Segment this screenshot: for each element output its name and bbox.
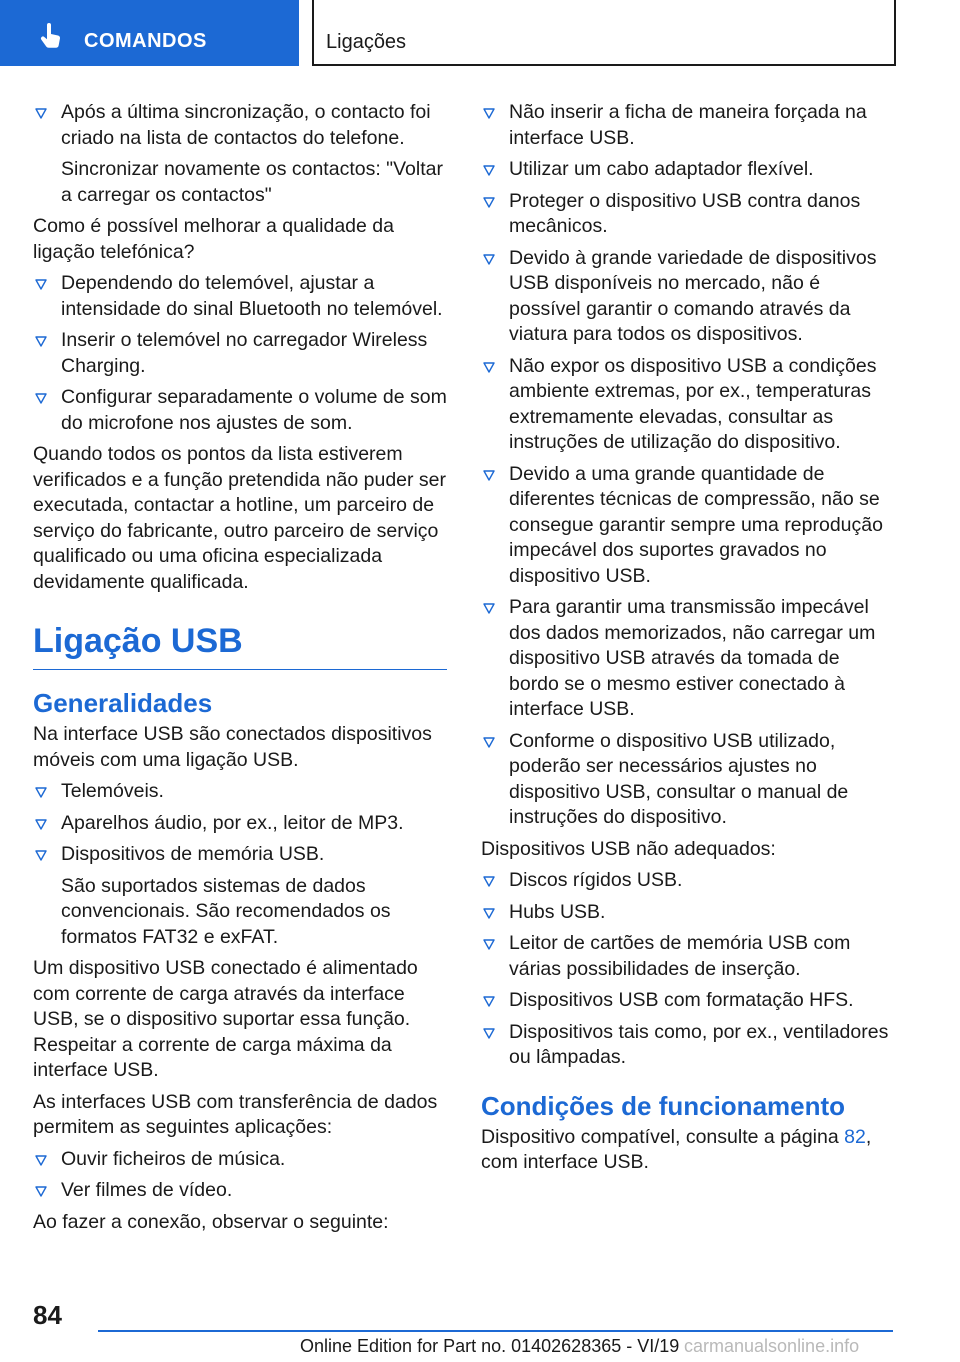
paragraph: Na interface USB são conectados dispositivos móveis com uma ligação USB. — [33, 723, 432, 771]
list-item: Inserir o telemóvel no carregador Wireless Charging. — [33, 328, 447, 379]
section-heading: Ligação USB — [33, 621, 447, 670]
triangle-bullet-icon — [483, 362, 495, 373]
right-column — [481, 100, 893, 1182]
list-item: Hubs USB. — [481, 900, 893, 926]
list-item: Leitor de cartões de memória USB com várias possibilidades de inserção. — [481, 931, 893, 982]
triangle-bullet-icon — [483, 108, 495, 119]
paragraph: Um dispositivo USB conectado é alimentado com corrente de carga através da interface USB, se o dispositivo suportar essa função. Respeitar a corrente de carga máxima da interface USB. — [33, 957, 418, 1081]
triangle-bullet-icon — [483, 165, 495, 176]
chapter-tab[interactable] — [0, 0, 299, 66]
triangle-bullet-icon — [35, 1186, 47, 1197]
paragraph: Como é possível melhorar a qualidade da ligação telefónica? — [33, 215, 394, 263]
paragraph: As interfaces USB com transferência de dados permitem as seguintes aplicações: — [33, 1090, 438, 1138]
triangle-bullet-icon — [35, 787, 47, 798]
triangle-bullet-icon — [483, 1028, 495, 1039]
list-item: Configurar separadamente o volume de som do microfone nos ajustes de som. — [33, 385, 447, 436]
page-header — [0, 0, 960, 66]
list-item-detail: São suportados sistemas de dados convencionais. São recomendados os formatos FAT32 e exFAT. — [61, 874, 391, 948]
list-item: Devido a uma grande quantidade de diferentes técnicas de compressão, não se consegue garantir sempre uma reprodução impecável dos suportes gravados no dispositivo USB. — [481, 462, 893, 590]
triangle-bullet-icon — [35, 279, 47, 290]
hand-pointer-icon — [38, 22, 66, 50]
paragraph: Quando todos os pontos da lista estiverem verificados e a função pretendida não puder ser executada, contactar a hotline, um parceiro de serviço do fabricante, outro parceiro de serviço qualificado ou uma oficina especializada devidamente qualificada. — [33, 443, 447, 593]
section-title: Ligações — [326, 31, 407, 53]
triangle-bullet-icon — [35, 819, 47, 830]
triangle-bullet-icon — [35, 1155, 47, 1166]
list-item: Após a última sincronização, o contacto foi criado na lista de contactos do telefone. — [33, 100, 447, 151]
paragraph: Ao fazer a conexão, observar o seguinte: — [33, 1210, 389, 1233]
paragraph: Dispositivos USB não adequados: — [481, 837, 776, 860]
triangle-bullet-icon — [483, 908, 495, 919]
watermark: carmanualsonline.info — [684, 1336, 860, 1356]
edition-note: Online Edition for Part no. 01402628365 - VI/19 — [300, 1336, 680, 1356]
list-item: Ouvir ficheiros de música. — [33, 1147, 447, 1173]
triangle-bullet-icon — [483, 876, 495, 887]
subsection-heading: Generalidades — [33, 688, 213, 718]
triangle-bullet-icon — [483, 254, 495, 265]
triangle-bullet-icon — [35, 336, 47, 347]
left-column — [33, 100, 447, 1241]
list-item: Utilizar um cabo adaptador flexível. — [481, 157, 893, 183]
list-item: Dispositivos de memória USB. — [33, 842, 447, 868]
list-item: Telemóveis. — [33, 779, 447, 805]
list-item: Devido à grande variedade de dispositivos USB disponíveis no mercado, não é possível garantir o comando através da viatura para todos os dispositivos. — [481, 246, 893, 348]
list-item: Não inserir a ficha de maneira forçada na interface USB. — [481, 100, 893, 151]
section-header — [312, 0, 896, 66]
list-item: Proteger o dispositivo USB contra danos mecânicos. — [481, 189, 893, 240]
list-item: Para garantir uma transmissão impecável dos dados memorizados, não carregar um dispositivo USB através da tomada de bordo se o mesmo estiver conectado à interface USB. — [481, 595, 893, 723]
triangle-bullet-icon — [483, 470, 495, 481]
list-item: Conforme o dispositivo USB utilizado, poderão ser necessários ajustes no dispositivo USB, consultar o manual de instruções do dispositivo. — [481, 729, 893, 831]
list-item: Aparelhos áudio, por ex., leitor de MP3. — [33, 811, 447, 837]
triangle-bullet-icon — [483, 737, 495, 748]
list-item: Dependendo do telemóvel, ajustar a intensidade do sinal Bluetooth no telemóvel. — [33, 271, 447, 322]
triangle-bullet-icon — [35, 108, 47, 119]
list-item: Ver filmes de vídeo. — [33, 1178, 447, 1204]
triangle-bullet-icon — [35, 393, 47, 404]
triangle-bullet-icon — [35, 850, 47, 861]
list-item: Não expor os dispositivo USB a condições ambiente extremas, por ex., temperaturas extremamente elevadas, consultar as instruções de utilização do dispositivo. — [481, 354, 893, 456]
triangle-bullet-icon — [483, 996, 495, 1007]
paragraph: Dispositivo compatível, consulte a página 82, com interface USB. — [481, 1125, 872, 1173]
list-item: Discos rígidos USB. — [481, 868, 893, 894]
chapter-label: COMANDOS — [84, 30, 207, 52]
list-item: Dispositivos tais como, por ex., ventiladores ou lâmpadas. — [481, 1020, 893, 1071]
triangle-bullet-icon — [483, 939, 495, 950]
list-item: Dispositivos USB com formatação HFS. — [481, 988, 893, 1014]
page-reference-link[interactable]: 82 — [844, 1125, 866, 1148]
subsection-heading: Condições de funcionamento — [481, 1090, 846, 1121]
triangle-bullet-icon — [483, 603, 495, 614]
page-number: 84 — [33, 1300, 62, 1330]
list-item-detail: Sincronizar novamente os contactos: "Voltar a carregar os contactos" — [61, 158, 443, 206]
triangle-bullet-icon — [483, 197, 495, 208]
footer-divider — [98, 1330, 893, 1332]
